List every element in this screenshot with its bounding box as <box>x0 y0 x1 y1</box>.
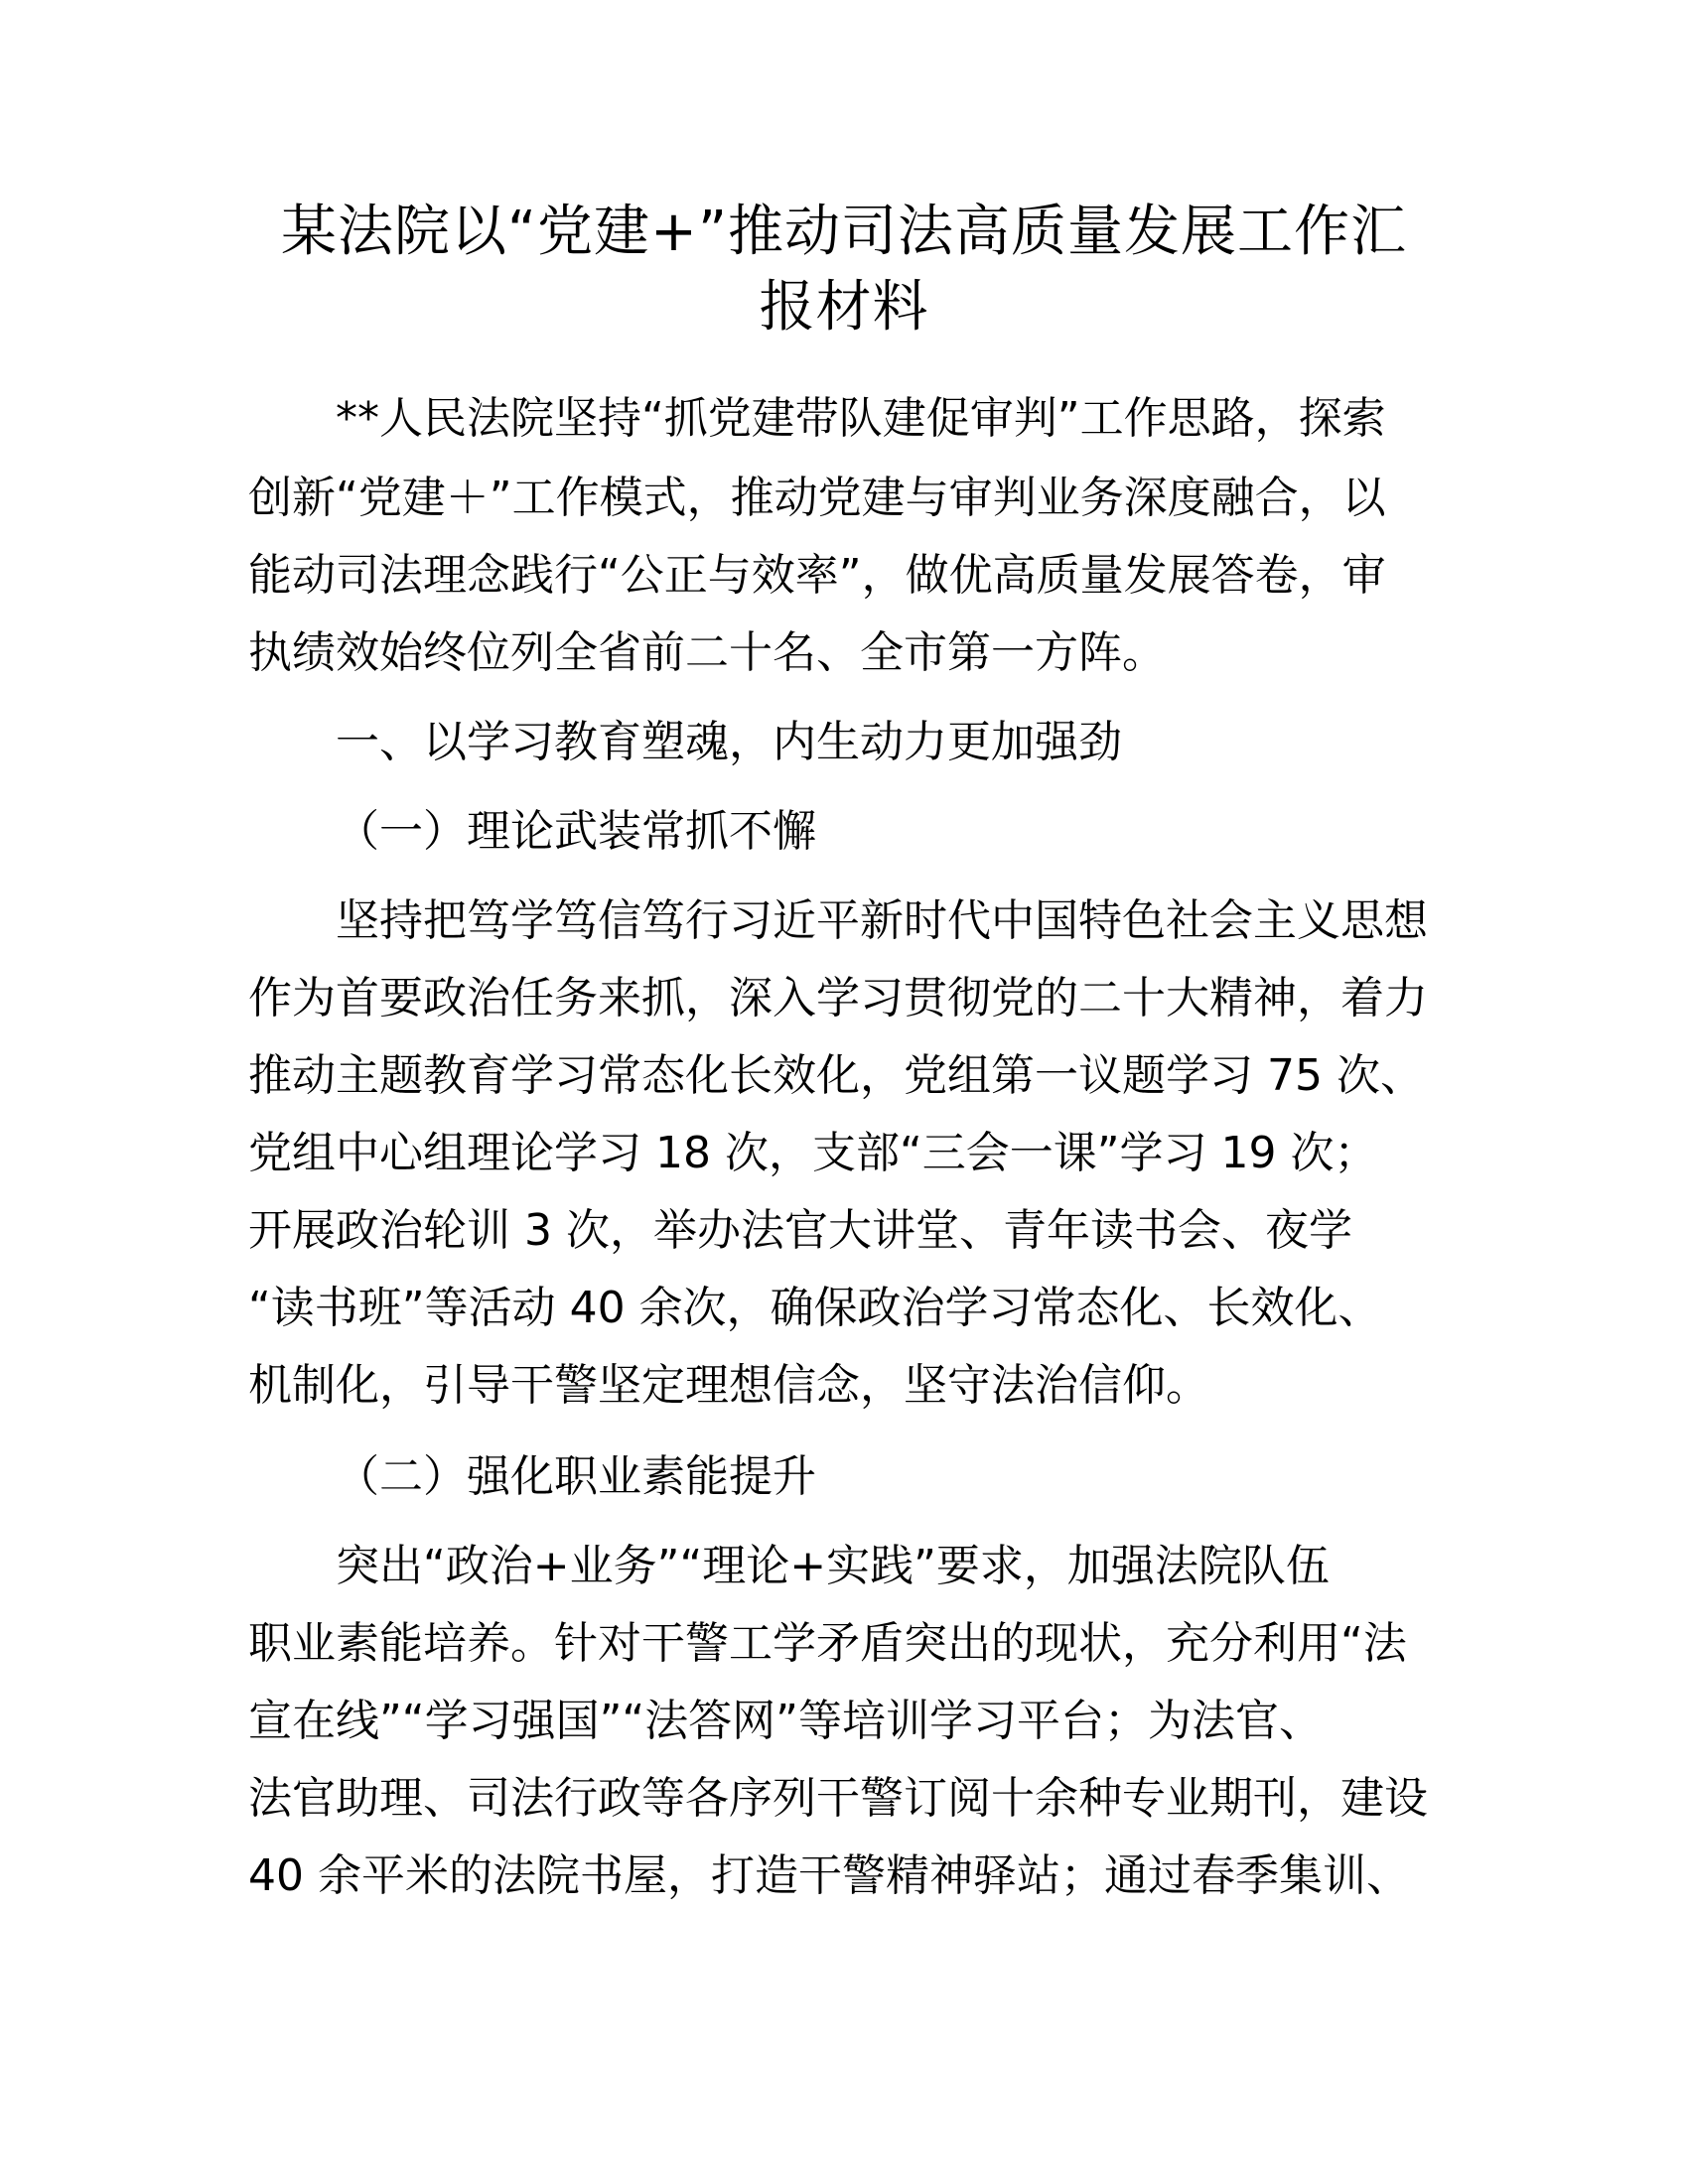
paragraph-3-line-4: 法官助理、司法行政等各序列干警订阅十余种专业期刊，建设 <box>248 1773 1428 1824</box>
paragraph-1-line-3: 能动司法理念践行“公正与效率”，做优高质量发展答卷，审 <box>248 550 1386 601</box>
subsection-heading-2: （二）强化职业素能提升 <box>336 1451 816 1502</box>
paragraph-1-line-1: **人民法院坚持“抓党建带队建促审判”工作思路，探索 <box>336 393 1386 444</box>
paragraph-2-line-5: 开展政治轮训 3 次，举办法官大讲堂、青年读书会、夜学 <box>248 1205 1352 1256</box>
paragraph-2-line-4: 党组中心组理论学习 18 次，支部“三会一课”学习 19 次； <box>248 1128 1378 1178</box>
paragraph-3-line-1: 突出“政治+业务”“理论+实践”要求，加强法院队伍 <box>336 1541 1330 1591</box>
paragraph-2-line-1: 坚持把笃学笃信笃行习近平新时代中国特色社会主义思想 <box>336 895 1428 946</box>
title-line-1: 某法院以“党建+”推动司法高质量发展工作汇 <box>281 200 1407 264</box>
subsection-heading-1: （一）理论武装常抓不懈 <box>336 806 816 857</box>
paragraph-1-line-4: 执绩效始终位列全省前二十名、全市第一方阵。 <box>248 627 1166 678</box>
document-title <box>228 195 1460 345</box>
paragraph-2-line-7: 机制化，引导干警坚定理想信念，坚守法治信仰。 <box>248 1360 1209 1411</box>
paragraph-2-line-3: 推动主题教育学习常态化长效化，党组第一议题学习 75 次、 <box>248 1050 1424 1101</box>
paragraph-3-line-3: 宣在线”“学习强国”“法答网”等培训学习平台；为法官、 <box>248 1696 1323 1746</box>
section-heading-1: 一、以学习教育塑魂，内生动力更加强劲 <box>336 717 1122 767</box>
paragraph-2-line-6: “读书班”等活动 40 余次，确保政治学习常态化、长效化、 <box>248 1283 1382 1333</box>
paragraph-3-line-5: 40 余平米的法院书屋，打造干警精神驿站；通过春季集训、 <box>248 1850 1410 1901</box>
paragraph-2-line-2: 作为首要政治任务来抓，深入学习贯彻党的二十大精神，着力 <box>248 973 1428 1024</box>
title-line-2: 报材料 <box>759 275 929 340</box>
paragraph-1-line-2: 创新“党建＋”工作模式，推动党建与审判业务深度融合，以 <box>248 473 1386 523</box>
paragraph-3-line-2: 职业素能培养。针对干警工学矛盾突出的现状，充分利用“法 <box>248 1618 1407 1669</box>
